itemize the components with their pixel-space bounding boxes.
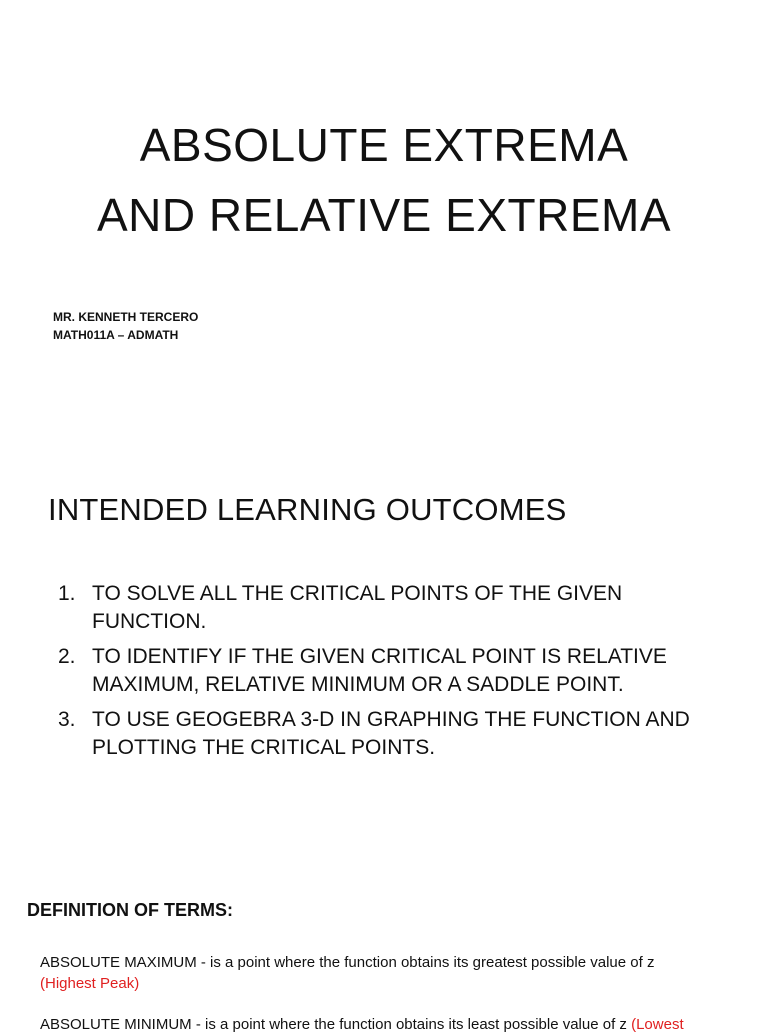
learning-outcomes-list [58,580,718,769]
course-code: MATH011A – ADMATH [53,328,179,342]
definition-absolute-minimum [40,1014,740,1035]
definition-absolute-maximum [40,952,740,994]
outcome-number: 3. [58,708,76,731]
learning-outcomes-heading: INTENDED LEARNING OUTCOMES [48,492,567,527]
learning-outcome-item [58,706,718,762]
definitions-heading: DEFINITION OF TERMS: [27,900,233,920]
title-slide [0,0,768,432]
definition-text: ABSOLUTE MAXIMUM - is a point where the function obtains its greatest possible value of z [40,954,655,971]
definition-highlight: (Highest Peak) [40,975,140,992]
author-name: MR. KENNETH TERCERO [53,310,199,324]
definition-highlight: (Lowest [631,1016,684,1033]
outcome-text: TO SOLVE ALL THE CRITICAL POINTS OF THE GIVEN FUNCTION. [92,582,623,633]
learning-outcome-item [58,580,718,636]
definitions-slide [0,864,768,1033]
slide-title-line-2: AND RELATIVE EXTREMA [96,189,672,241]
outcome-number: 2. [58,645,76,668]
outcome-text: TO IDENTIFY IF THE GIVEN CRITICAL POINT IS RELATIVE MAXIMUM, RELATIVE MINIMUM OR A SADDLE POINT. [92,645,667,696]
learning-outcomes-slide [0,432,768,864]
definition-text: ABSOLUTE MINIMUM - is a point where the function obtains its least possible value of z [40,1016,627,1033]
outcome-number: 1. [58,582,76,605]
learning-outcome-item [58,643,718,699]
outcome-text: TO USE GEOGEBRA 3-D IN GRAPHING THE FUNCTION AND PLOTTING THE CRITICAL POINTS. [92,708,690,759]
slide-title-line-1: ABSOLUTE EXTREMA [139,119,629,171]
